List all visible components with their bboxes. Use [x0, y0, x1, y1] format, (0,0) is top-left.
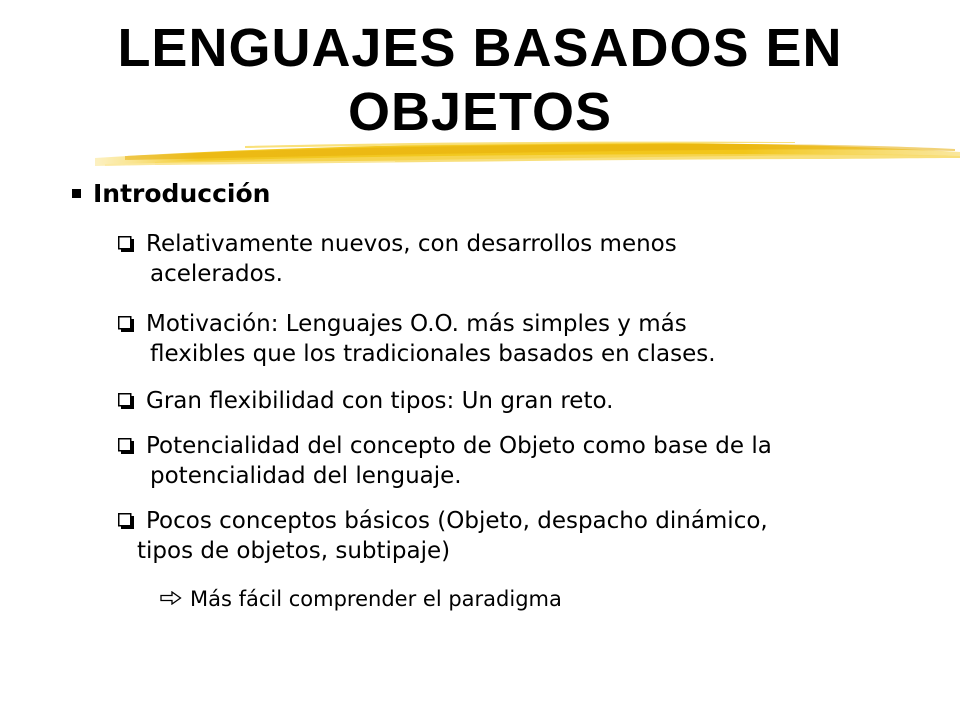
list-item-line: Gran flexibilidad con tipos: Un gran reto. [146, 388, 614, 414]
list-item-line: Relativamente nuevos, con desarrollos menos [146, 231, 677, 257]
list-item [118, 386, 908, 416]
brush-stroke-underline [95, 132, 960, 176]
list-item-line: potencialidad del lenguaje. [150, 463, 462, 489]
checkbox-bullet-icon [118, 316, 134, 332]
section-heading [72, 176, 270, 212]
checkbox-bullet-icon [118, 236, 134, 252]
right-arrow-icon [160, 591, 182, 605]
list-item [118, 431, 908, 491]
list-item-line: Pocos conceptos básicos (Objeto, despacho dinámico, [146, 508, 768, 534]
slide-title [40, 16, 920, 144]
list-item-line: flexibles que los tradicionales basados en clases. [150, 341, 716, 367]
title-line-2: OBJETOS [347, 82, 613, 142]
title-line-1: LENGUAJES BASADOS EN [117, 18, 843, 78]
checkbox-bullet-icon [118, 393, 134, 409]
list-item [118, 506, 908, 566]
list-item-line: acelerados. [150, 261, 283, 287]
checkbox-bullet-icon [118, 513, 134, 529]
sub-list-item [160, 584, 562, 614]
list-item [118, 229, 908, 289]
section-heading-text: Introducción [93, 179, 271, 208]
list-item-line: Potencialidad del concepto de Objeto como base de la [146, 433, 772, 459]
list-item-line: tipos de objetos, subtipaje) [137, 538, 451, 564]
square-bullet-icon [72, 189, 81, 198]
list-item [118, 309, 908, 369]
list-item-line: Motivación: Lenguajes O.O. más simples y más [146, 311, 687, 337]
sub-list-item-text: Más fácil comprender el paradigma [190, 587, 562, 611]
checkbox-bullet-icon [118, 438, 134, 454]
